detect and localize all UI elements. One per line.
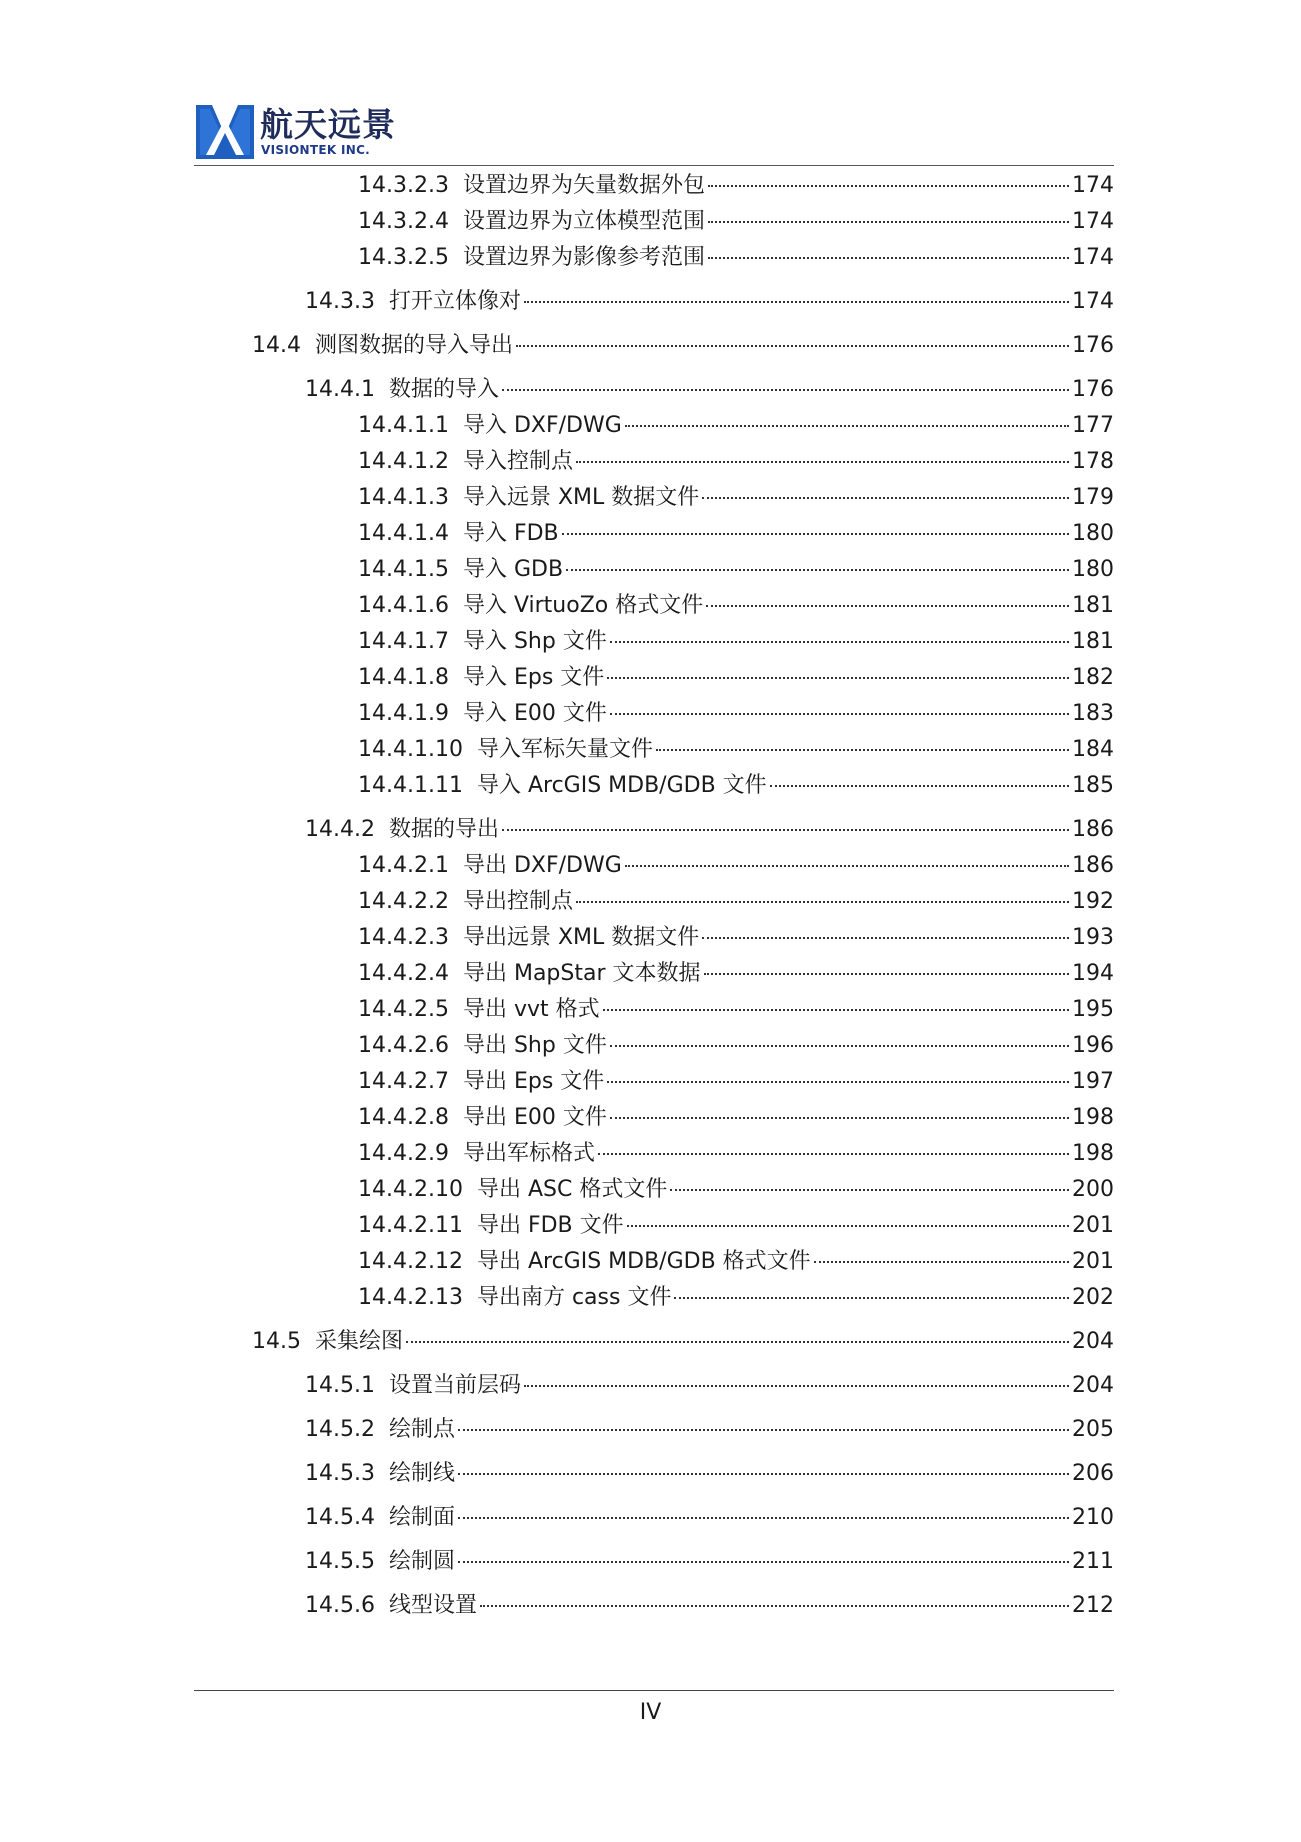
toc-entry-number: 14.4 <box>252 333 301 358</box>
toc-dot-leader <box>708 257 1069 259</box>
toc-entry-title: 设置边界为矢量数据外包 <box>462 173 705 198</box>
toc-entry-title: 导入 Eps 文件 <box>462 665 605 690</box>
toc-entry[interactable] <box>358 1067 1114 1097</box>
toc-entry-number: 14.5 <box>252 1329 301 1354</box>
toc-entry-page: 176 <box>1072 333 1114 358</box>
toc-dot-leader <box>610 1045 1069 1047</box>
toc-entry-number: 14.4.2.8 <box>358 1105 449 1130</box>
toc-entry-page: 181 <box>1072 593 1114 618</box>
toc-entry-page: 184 <box>1072 737 1114 762</box>
toc-entry-number: 14.4.1.1 <box>358 413 449 438</box>
toc-entry-title: 导出军标格式 <box>462 1141 595 1166</box>
toc-entry-page: 194 <box>1072 961 1114 986</box>
toc-entry-title: 导出控制点 <box>462 889 573 914</box>
toc-entry[interactable] <box>358 627 1114 657</box>
toc-entry-number: 14.4.2.13 <box>358 1285 463 1310</box>
toc-entry-title: 绘制面 <box>388 1505 455 1530</box>
toc-entry-title: 设置边界为影像参考范围 <box>462 245 705 270</box>
toc-entry-number: 14.4.2.12 <box>358 1249 463 1274</box>
toc-entry-title: 绘制圆 <box>388 1549 455 1574</box>
toc-entry-page: 180 <box>1072 521 1114 546</box>
toc-entry-title: 线型设置 <box>388 1593 477 1618</box>
toc-entry-number: 14.4.2 <box>305 817 375 842</box>
toc-entry-page: 201 <box>1072 1213 1114 1238</box>
toc-entry-title: 导出 vvt 格式 <box>462 997 600 1022</box>
toc-entry-title: 导出 MapStar 文本数据 <box>462 961 701 986</box>
toc-entry-page: 204 <box>1072 1329 1114 1354</box>
toc-dot-leader <box>706 605 1069 607</box>
toc-dot-leader <box>708 185 1069 187</box>
toc-dot-leader <box>770 785 1069 787</box>
toc-entry[interactable] <box>305 1459 1114 1489</box>
toc-entry[interactable] <box>305 1371 1114 1401</box>
toc-entry-page: 204 <box>1072 1373 1114 1398</box>
toc-entry-number: 14.4.2.2 <box>358 889 449 914</box>
toc-entry-title: 导出南方 cass 文件 <box>476 1285 672 1310</box>
toc-entry-number: 14.5.2 <box>305 1417 375 1442</box>
toc-entry-page: 176 <box>1072 377 1114 402</box>
toc-dot-leader <box>566 569 1069 571</box>
toc-entry-page: 180 <box>1072 557 1114 582</box>
toc-entry[interactable] <box>252 1327 1114 1357</box>
toc-dot-leader <box>656 749 1069 751</box>
toc-entry-number: 14.3.3 <box>305 289 375 314</box>
toc-dot-leader <box>502 829 1069 831</box>
toc-entry[interactable] <box>358 207 1114 237</box>
toc-entry-title: 导入 ArcGIS MDB/GDB 文件 <box>476 773 767 798</box>
toc-entry-number: 14.4.1.6 <box>358 593 449 618</box>
toc-dot-leader <box>406 1341 1069 1343</box>
toc-dot-leader <box>674 1297 1069 1299</box>
toc-entry[interactable] <box>358 171 1114 201</box>
toc-entry-title: 数据的导入 <box>388 377 499 402</box>
toc-entry-page: 202 <box>1072 1285 1114 1310</box>
toc-entry-title: 导入 GDB <box>462 557 564 582</box>
page-number: IV <box>639 1700 662 1725</box>
toc-dot-leader <box>458 1473 1069 1475</box>
toc-entry-title: 导入控制点 <box>462 449 573 474</box>
toc-entry-title: 导入军标矢量文件 <box>476 737 653 762</box>
toc-entry[interactable] <box>305 375 1114 405</box>
toc-entry-number: 14.5.3 <box>305 1461 375 1486</box>
toc-dot-leader <box>603 1009 1069 1011</box>
toc-dot-leader <box>625 865 1069 867</box>
toc-entry-title: 导出 Eps 文件 <box>462 1069 605 1094</box>
toc-entry-number: 14.5.4 <box>305 1505 375 1530</box>
footer-divider <box>194 1690 1114 1691</box>
toc-entry[interactable] <box>358 771 1114 801</box>
toc-dot-leader <box>610 1117 1069 1119</box>
toc-entry-number: 14.5.1 <box>305 1373 375 1398</box>
toc-dot-leader <box>607 677 1069 679</box>
toc-entry-page: 174 <box>1072 173 1114 198</box>
toc-entry[interactable] <box>358 995 1114 1025</box>
toc-dot-leader <box>598 1153 1069 1155</box>
toc-entry-number: 14.4.2.9 <box>358 1141 449 1166</box>
toc-entry-page: 211 <box>1072 1549 1114 1574</box>
toc-entry-title: 导入 VirtuoZo 格式文件 <box>462 593 704 618</box>
toc-entry-title: 导入 E00 文件 <box>462 701 607 726</box>
toc-entry-page: 174 <box>1072 289 1114 314</box>
toc-entry[interactable] <box>358 555 1114 585</box>
toc-entry-title: 数据的导出 <box>388 817 499 842</box>
toc-dot-leader <box>524 1385 1069 1387</box>
toc-entry-number: 14.5.6 <box>305 1593 375 1618</box>
toc-entry-number: 14.4.2.4 <box>358 961 449 986</box>
toc-entry-title: 导出 E00 文件 <box>462 1105 607 1130</box>
toc-entry-page: 174 <box>1072 209 1114 234</box>
toc-dot-leader <box>502 389 1069 391</box>
toc-entry[interactable] <box>358 1139 1114 1169</box>
toc-entry[interactable] <box>358 1283 1114 1313</box>
toc-entry-number: 14.3.2.3 <box>358 173 449 198</box>
logo-english-name: VISIONTEK INC. <box>261 143 371 157</box>
toc-dot-leader <box>627 1225 1069 1227</box>
toc-entry[interactable] <box>305 1415 1114 1445</box>
toc-entry-title: 导出 ASC 格式文件 <box>476 1177 668 1202</box>
toc-entry-title: 绘制点 <box>388 1417 455 1442</box>
toc-entry-page: 182 <box>1072 665 1114 690</box>
toc-entry[interactable] <box>358 1031 1114 1061</box>
toc-dot-leader <box>480 1605 1069 1607</box>
toc-entry-page: 192 <box>1072 889 1114 914</box>
toc-entry[interactable] <box>358 243 1114 273</box>
toc-entry[interactable] <box>358 663 1114 693</box>
toc-entry-page: 174 <box>1072 245 1114 270</box>
toc-entry-title: 导入 FDB <box>462 521 559 546</box>
toc-entry-page: 210 <box>1072 1505 1114 1530</box>
toc-entry[interactable] <box>305 1591 1114 1621</box>
toc-entry-page: 195 <box>1072 997 1114 1022</box>
toc-entry-page: 200 <box>1072 1177 1114 1202</box>
toc-entry-title: 打开立体像对 <box>388 289 521 314</box>
toc-dot-leader <box>610 713 1069 715</box>
toc-entry-number: 14.4.1.8 <box>358 665 449 690</box>
toc-entry-number: 14.3.2.4 <box>358 209 449 234</box>
toc-entry-page: 178 <box>1072 449 1114 474</box>
toc-entry-title: 导出 FDB 文件 <box>476 1213 624 1238</box>
toc-dot-leader <box>670 1189 1069 1191</box>
toc-entry-page: 197 <box>1072 1069 1114 1094</box>
toc-entry-number: 14.4.2.5 <box>358 997 449 1022</box>
toc-entry-number: 14.4.2.7 <box>358 1069 449 1094</box>
toc-entry[interactable] <box>305 1503 1114 1533</box>
toc-entry[interactable] <box>305 287 1114 317</box>
toc-entry-number: 14.4.1.3 <box>358 485 449 510</box>
toc-dot-leader <box>814 1261 1069 1263</box>
toc-dot-leader <box>458 1561 1069 1563</box>
toc-entry[interactable] <box>358 851 1114 881</box>
toc-entry-number: 14.4.2.1 <box>358 853 449 878</box>
toc-entry-number: 14.4.1.4 <box>358 521 449 546</box>
toc-entry-number: 14.4.1.9 <box>358 701 449 726</box>
toc-dot-leader <box>702 497 1069 499</box>
toc-entry[interactable] <box>358 699 1114 729</box>
toc-entry[interactable] <box>358 735 1114 765</box>
toc-entry-page: 206 <box>1072 1461 1114 1486</box>
toc-entry-page: 196 <box>1072 1033 1114 1058</box>
toc-entry-page: 186 <box>1072 817 1114 842</box>
toc-entry-title: 设置边界为立体模型范围 <box>462 209 705 234</box>
toc-entry[interactable] <box>305 1547 1114 1577</box>
toc-entry-number: 14.4.1.7 <box>358 629 449 654</box>
toc-dot-leader <box>562 533 1069 535</box>
toc-entry-title: 采集绘图 <box>314 1329 403 1354</box>
toc-entry-title: 设置当前层码 <box>388 1373 521 1398</box>
toc-entry-page: 201 <box>1072 1249 1114 1274</box>
toc-entry-page: 185 <box>1072 773 1114 798</box>
toc-entry-page: 179 <box>1072 485 1114 510</box>
toc-entry[interactable] <box>358 1247 1114 1277</box>
toc-entry[interactable] <box>358 923 1114 953</box>
toc-dot-leader <box>607 1081 1069 1083</box>
toc-entry[interactable] <box>358 519 1114 549</box>
toc-entry[interactable] <box>305 815 1114 845</box>
toc-entry[interactable] <box>358 483 1114 513</box>
toc-dot-leader <box>516 345 1069 347</box>
toc-entry-number: 14.4.1.10 <box>358 737 463 762</box>
toc-entry-title: 导入 Shp 文件 <box>462 629 607 654</box>
toc-entry-number: 14.4.1 <box>305 377 375 402</box>
toc-entry-number: 14.4.2.11 <box>358 1213 463 1238</box>
toc-dot-leader <box>458 1429 1069 1431</box>
toc-entry-page: 177 <box>1072 413 1114 438</box>
toc-entry[interactable] <box>358 959 1114 989</box>
toc-entry-title: 导出 DXF/DWG <box>462 853 622 878</box>
toc-entry-number: 14.4.1.11 <box>358 773 463 798</box>
toc-entry-title: 测图数据的导入导出 <box>314 333 513 358</box>
toc-entry-title: 导出远景 XML 数据文件 <box>462 925 700 950</box>
toc-entry-page: 212 <box>1072 1593 1114 1618</box>
toc-dot-leader <box>704 973 1069 975</box>
toc-entry-page: 181 <box>1072 629 1114 654</box>
toc-entry[interactable] <box>252 331 1114 361</box>
toc-entry-title: 绘制线 <box>388 1461 455 1486</box>
toc-entry-title: 导入远景 XML 数据文件 <box>462 485 700 510</box>
toc-entry[interactable] <box>358 1211 1114 1241</box>
toc-entry-number: 14.4.2.10 <box>358 1177 463 1202</box>
toc-entry[interactable] <box>358 591 1114 621</box>
toc-entry-number: 14.4.2.3 <box>358 925 449 950</box>
toc-entry[interactable] <box>358 411 1114 441</box>
toc-entry[interactable] <box>358 887 1114 917</box>
toc-entry-page: 205 <box>1072 1417 1114 1442</box>
toc-entry[interactable] <box>358 1175 1114 1205</box>
toc-dot-leader <box>625 425 1069 427</box>
toc-entry-page: 198 <box>1072 1141 1114 1166</box>
toc-entry-title: 导入 DXF/DWG <box>462 413 622 438</box>
logo-chinese-name: 航天远景 <box>260 105 396 144</box>
toc-entry-number: 14.4.1.5 <box>358 557 449 582</box>
toc-entry-number: 14.4.1.2 <box>358 449 449 474</box>
toc-dot-leader <box>576 461 1069 463</box>
toc-entry-number: 14.4.2.6 <box>358 1033 449 1058</box>
toc-dot-leader <box>524 301 1069 303</box>
toc-dot-leader <box>610 641 1069 643</box>
toc-dot-leader <box>702 937 1069 939</box>
toc-entry-title: 导出 Shp 文件 <box>462 1033 607 1058</box>
toc-entry-number: 14.5.5 <box>305 1549 375 1574</box>
toc-entry-number: 14.3.2.5 <box>358 245 449 270</box>
toc-entry-title: 导出 ArcGIS MDB/GDB 格式文件 <box>476 1249 811 1274</box>
toc-dot-leader <box>708 221 1069 223</box>
toc-entry-page: 193 <box>1072 925 1114 950</box>
toc-entry-page: 183 <box>1072 701 1114 726</box>
toc-entry-page: 198 <box>1072 1105 1114 1130</box>
toc-dot-leader <box>458 1517 1069 1519</box>
toc-entry-page: 186 <box>1072 853 1114 878</box>
toc-entry[interactable] <box>358 447 1114 477</box>
toc-dot-leader <box>576 901 1069 903</box>
toc-entry[interactable] <box>358 1103 1114 1133</box>
